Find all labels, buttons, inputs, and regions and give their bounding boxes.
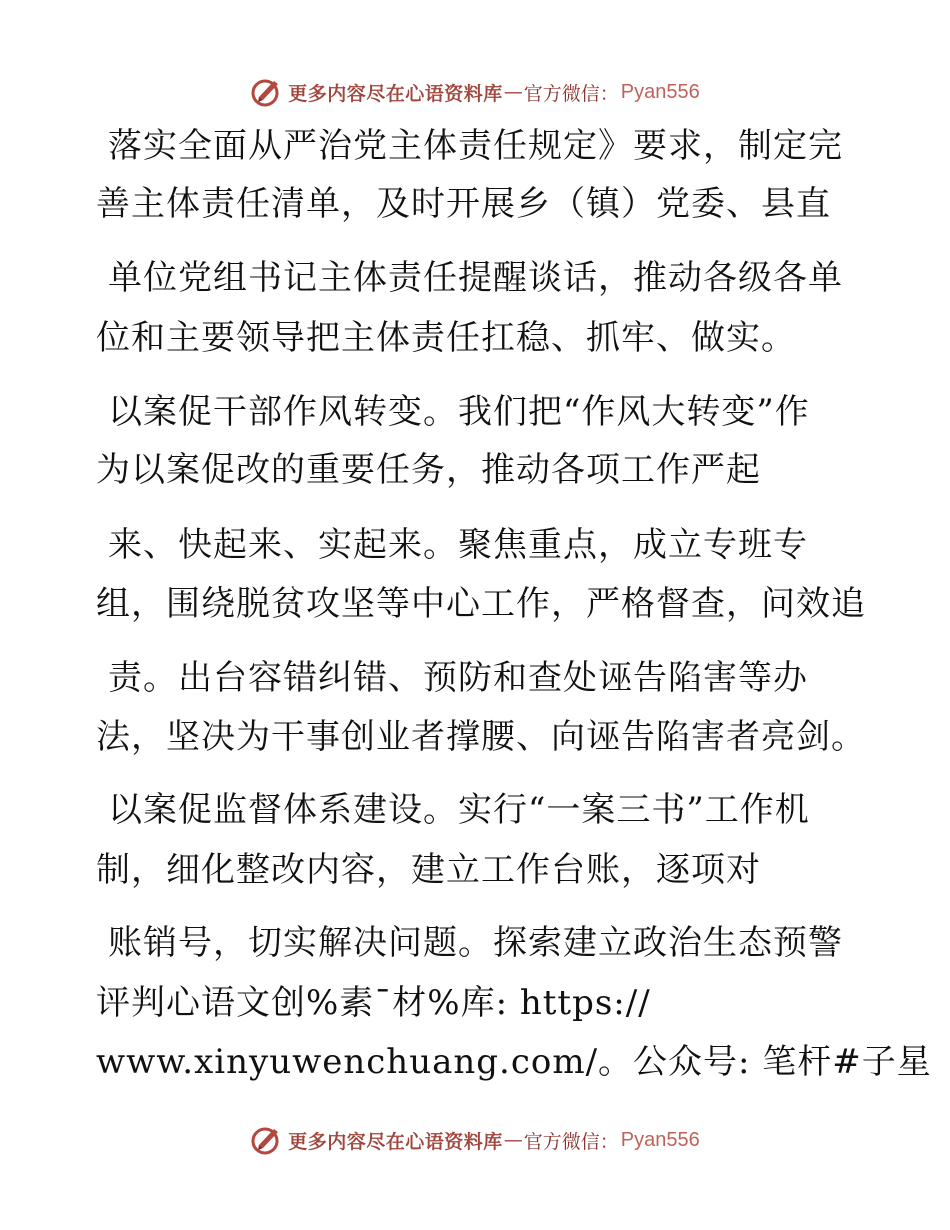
body-line: 单位党组书记主体责任提醒谈话，推动各级各单	[108, 258, 843, 298]
body-line: 法，坚决为干事创业者撑腰、向诬告陷害者亮剑。	[96, 717, 866, 757]
banner-wechat-id: Pyan556	[620, 80, 700, 103]
banner-wechat-label: 官方微信：	[523, 82, 619, 105]
pen-circle-logo-icon	[250, 75, 284, 109]
banner-main-text: 更多内容尽在心语资料库	[288, 1130, 503, 1153]
footer-banner	[0, 1120, 950, 1160]
body-line: 评判心语文创%素¯材%库: https://	[96, 983, 651, 1023]
body-line: 以案促干部作风转变。我们把“作风大转变”作	[108, 392, 810, 432]
body-line: 善主体责任清单，及时开展乡（镇）党委、县直	[96, 184, 831, 224]
body-line: 以案促监督体系建设。实行“一案三书”工作机	[108, 790, 810, 830]
body-line: 账销号，切实解决问题。探索建立政治生态预警	[108, 923, 843, 963]
body-line: 位和主要领导把主体责任扛稳、抓牢、做实。	[96, 318, 796, 358]
body-line: 落实全面从严治党主体责任规定》要求，制定完	[108, 126, 843, 166]
banner-separator: —	[503, 1129, 523, 1151]
body-line: 组，围绕脱贫攻坚等中心工作，严格督查，问效追	[96, 584, 866, 624]
banner-wechat-label: 官方微信：	[523, 1130, 619, 1153]
body-line: 为以案促改的重要任务，推动各项工作严起	[96, 450, 761, 490]
body-line: 来、快起来、实起来。聚焦重点，成立专班专	[108, 525, 808, 565]
header-banner	[0, 72, 950, 112]
banner-main-text: 更多内容尽在心语资料库	[288, 82, 503, 105]
body-line: www.xinyuwenchuang.com/。公众号: 笔杆#子星	[96, 1042, 932, 1082]
banner-separator: —	[503, 81, 523, 103]
banner-wechat-id: Pyan556	[620, 1128, 700, 1151]
body-line: 责。出台容错纠错、预防和查处诬告陷害等办	[108, 658, 808, 698]
pen-circle-logo-icon	[250, 1123, 284, 1157]
body-line: 制，细化整改内容，建立工作台账，逐项对	[96, 850, 761, 890]
